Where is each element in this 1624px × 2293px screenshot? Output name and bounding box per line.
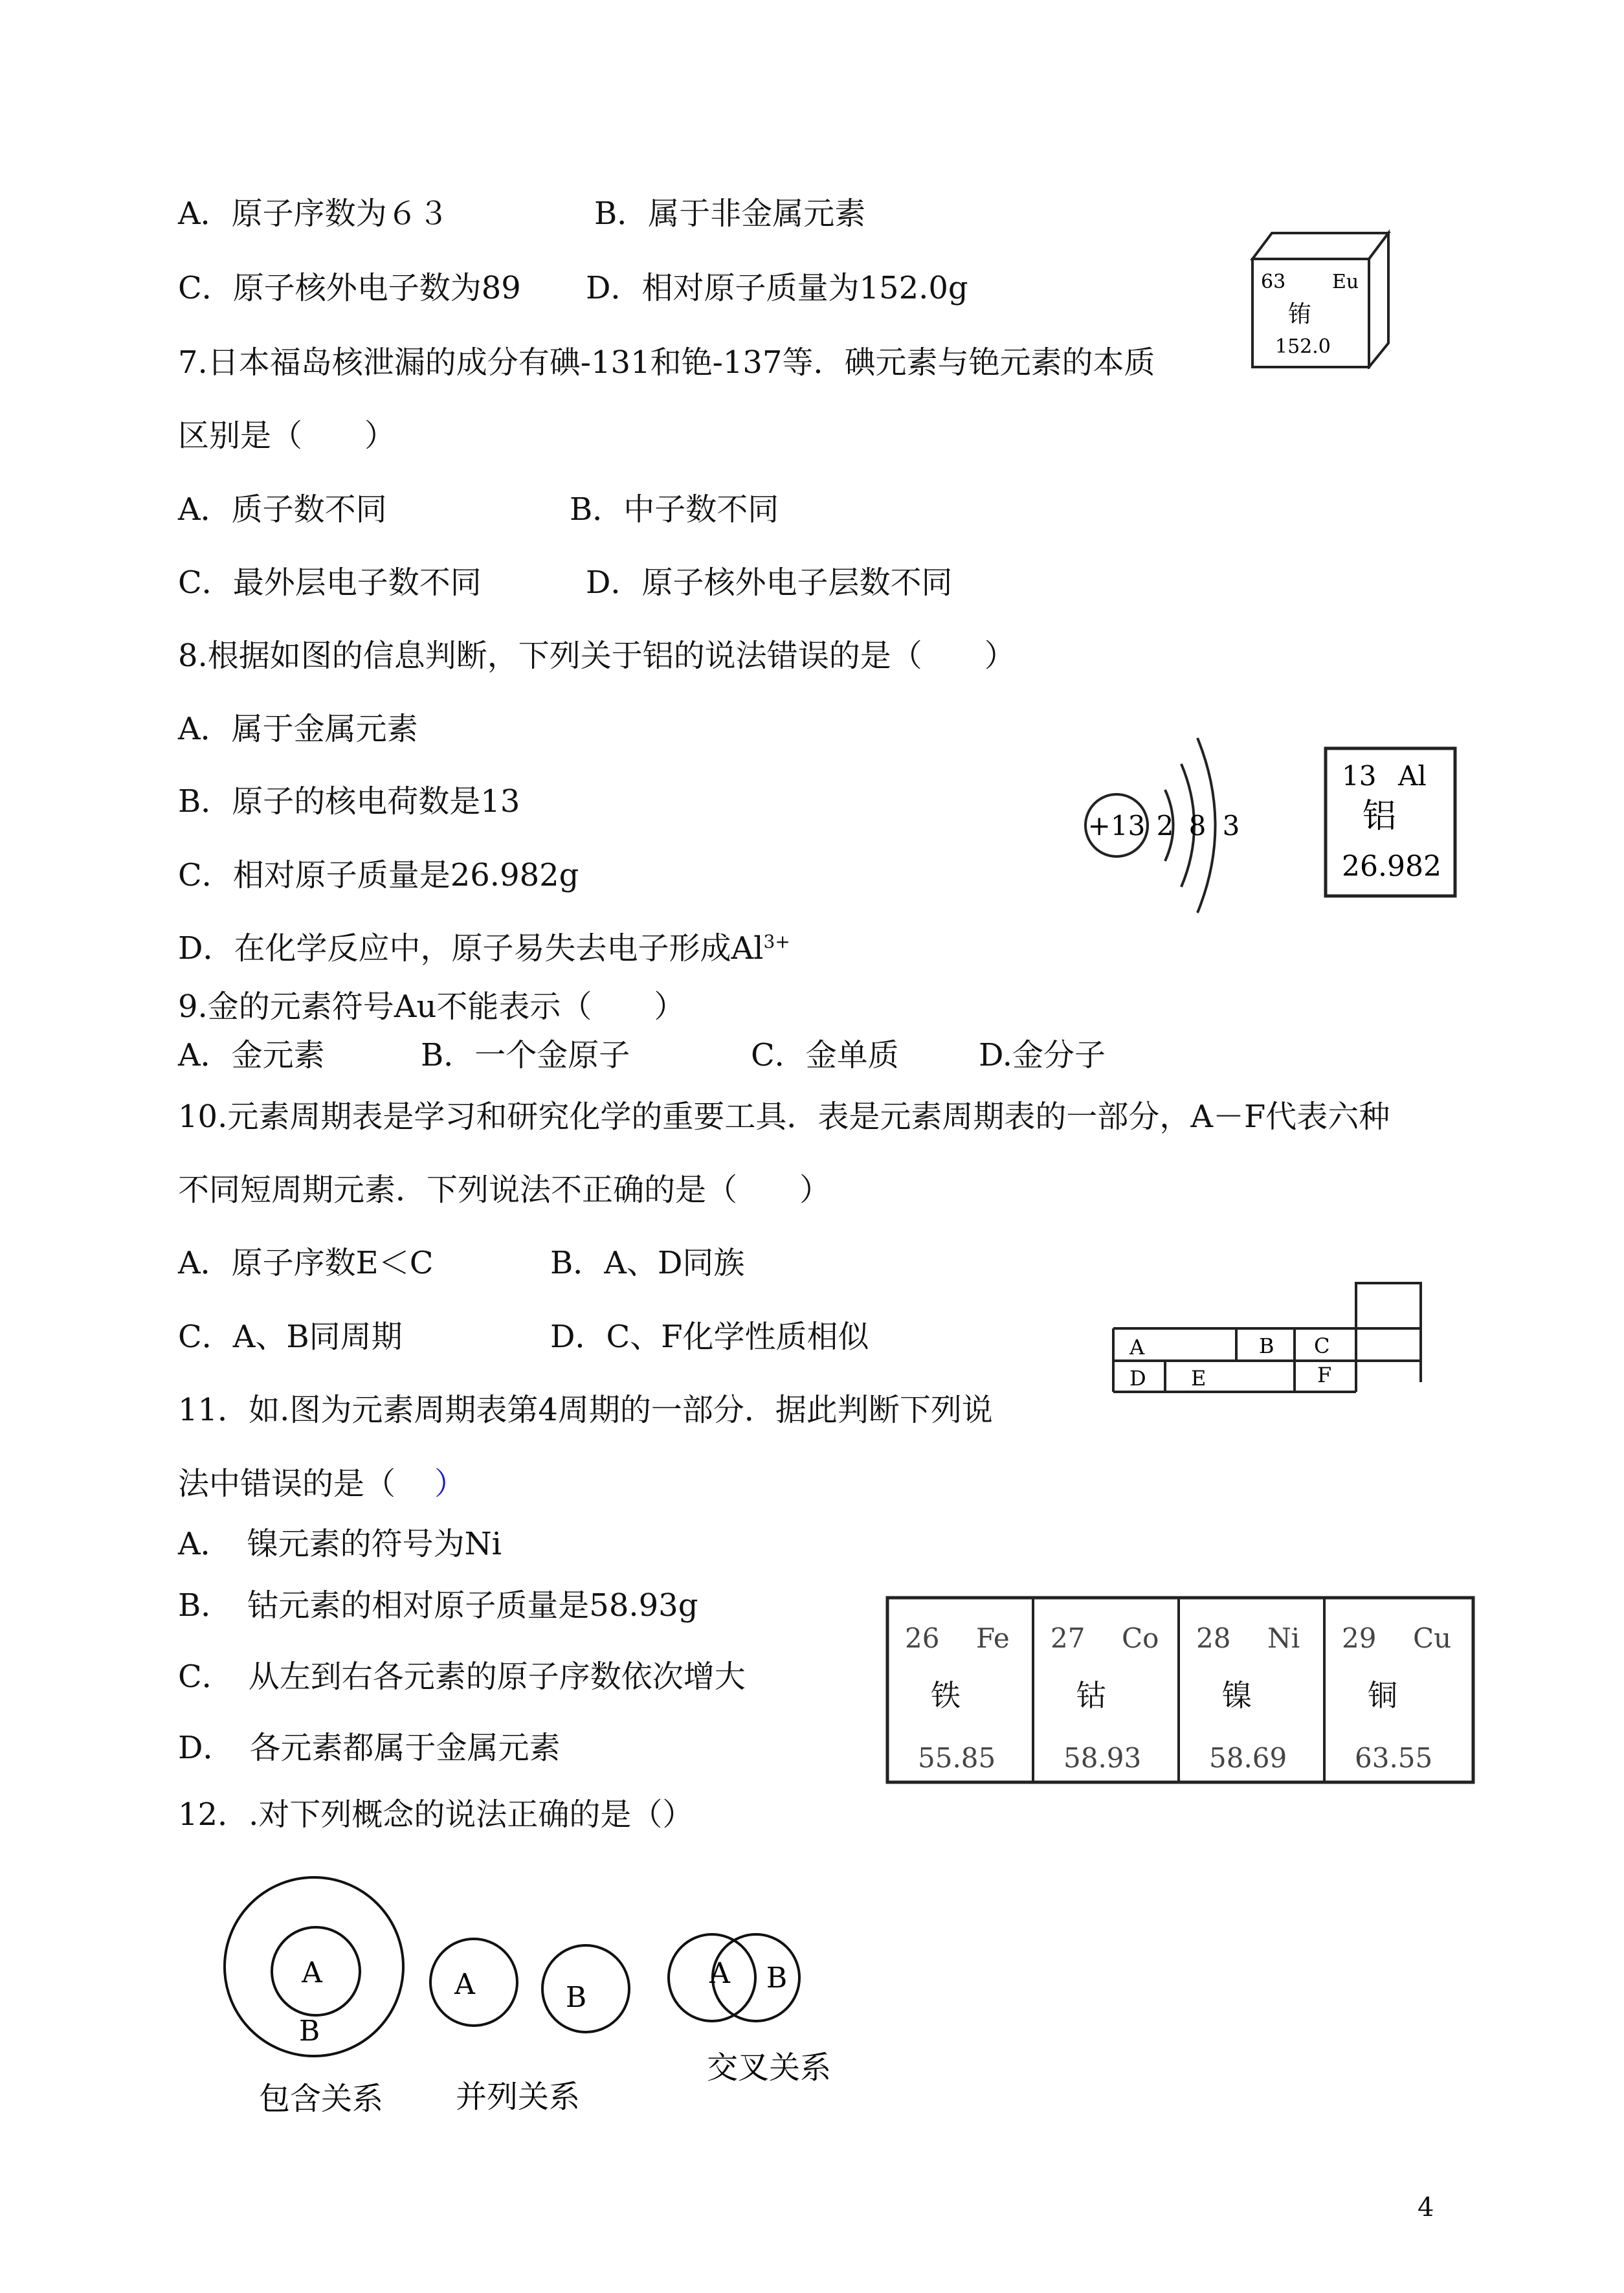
q8-option-d-text: D．在化学反应中，原子易失去电子形成Al (178, 930, 764, 967)
periodic-table-fragment (1107, 1275, 1430, 1411)
q6-option-d: D．相对原子质量为152.0g (586, 270, 968, 306)
ni-symbol: Ni (1267, 1622, 1300, 1654)
q10-option-d: D．C、F化学性质相似 (550, 1319, 869, 1355)
cell-c: C (1314, 1334, 1330, 1358)
fe-mass: 55.85 (918, 1742, 996, 1774)
al-name: 铝 (1363, 797, 1397, 836)
al-symbol: Al (1398, 760, 1427, 792)
eu-name: 铕 (1288, 301, 1312, 328)
q9-option-c: C．金单质 (751, 1037, 899, 1073)
q11-option-a: A． 镍元素的符号为Ni (178, 1526, 502, 1562)
q11-stem-line2 (178, 1464, 465, 1503)
q11-stem-close-paren: ） (434, 1466, 466, 1502)
q11-option-b: B． 钴元素的相对原子质量是58.93g (178, 1587, 698, 1624)
q11-stem-line1: 11．如.图为元素周期表第4周期的一部分．据此判断下列说 (178, 1392, 993, 1428)
q10-stem-line1: 10.元素周期表是学习和研究化学的重要工具．表是元素周期表的一部分，A－F代表六种 (178, 1099, 1390, 1135)
q9-option-b: B．一个金原子 (421, 1037, 630, 1073)
aluminum-atom-structure (1078, 712, 1272, 939)
page-number: 4 (1418, 2193, 1434, 2222)
contain-b: B (298, 2015, 320, 2048)
ni-number: 28 (1196, 1622, 1231, 1654)
cell-a: A (1129, 1335, 1145, 1359)
q10-stem-line2: 不同短周期元素．下列说法不正确的是（ ） (178, 1172, 831, 1208)
co-number: 27 (1051, 1622, 1085, 1654)
q8-option-d (178, 929, 790, 968)
co-symbol: Co (1122, 1622, 1159, 1654)
cross-a: A (709, 1957, 730, 1990)
q7-stem-line1: 7.日本福岛核泄漏的成分有碘-131和铯-137等．碘元素与铯元素的本质 (178, 344, 1155, 381)
contain-a: A (302, 1956, 322, 1989)
cell-e: E (1191, 1366, 1207, 1391)
q7-option-b: B．中子数不同 (570, 491, 779, 528)
cu-mass: 63.55 (1355, 1742, 1433, 1774)
q8-option-a: A．属于金属元素 (178, 711, 418, 747)
fe-symbol: Fe (976, 1622, 1010, 1654)
parallel-caption: 并列关系 (455, 2079, 581, 2115)
q6-option-a: A．原子序数为６３ (178, 196, 449, 232)
shell-3-electrons: 3 (1222, 810, 1240, 842)
shell-2-electrons: 8 (1188, 810, 1207, 842)
q8-option-d-superscript: 3+ (763, 931, 790, 952)
contain-caption: 包含关系 (258, 2081, 384, 2117)
fe-name: 铁 (931, 1678, 961, 1713)
shell-1-electrons: 2 (1156, 810, 1174, 842)
q6-option-b: B．属于非金属元素 (594, 196, 866, 232)
al-mass: 26.982 (1342, 850, 1441, 883)
q9-option-a: A．金元素 (178, 1037, 325, 1073)
q6-option-c: C．原子核外电子数为89 (178, 270, 521, 306)
q8-stem: 8.根据如图的信息判断，下列关于铝的说法错误的是（ ） (178, 638, 1016, 674)
cell-f: F (1317, 1363, 1332, 1387)
q12-stem: 12．.对下列概念的说法正确的是（） (178, 1796, 694, 1833)
cell-d: D (1129, 1366, 1146, 1391)
cross-b: B (766, 1962, 788, 1995)
q7-stem-line2: 区别是（ ） (178, 418, 396, 454)
concept-relation-diagrams (194, 1871, 874, 2130)
q7-option-c: C．最外层电子数不同 (178, 565, 482, 601)
co-mass: 58.93 (1063, 1742, 1142, 1774)
ni-name: 镍 (1222, 1678, 1252, 1713)
q8-option-b: B．原子的核电荷数是13 (178, 783, 520, 820)
nucleus-charge: +13 (1087, 810, 1146, 842)
cell-b: B (1259, 1334, 1274, 1358)
eu-mass: 152.0 (1275, 335, 1331, 358)
parallel-b: B (565, 1981, 587, 2014)
q10-option-a: A．原子序数E＜C (178, 1245, 434, 1281)
q7-option-d: D．原子核外电子层数不同 (586, 565, 953, 601)
al-number: 13 (1342, 760, 1377, 792)
parallel-a: A (454, 1968, 475, 2001)
q10-option-c: C．A、B同周期 (178, 1319, 403, 1355)
eu-number: 63 (1261, 271, 1286, 293)
cross-caption: 交叉关系 (706, 2050, 832, 2086)
eu-element-card (1249, 223, 1398, 369)
fe-number: 26 (905, 1622, 940, 1654)
q10-option-b: B．A、D同族 (550, 1245, 745, 1281)
q9-stem: 9.金的元素符号Au不能表示（ ） (178, 989, 685, 1025)
cu-symbol: Cu (1413, 1622, 1452, 1654)
eu-symbol: Eu (1332, 271, 1359, 293)
q7-option-a: A．质子数不同 (178, 491, 387, 528)
cu-name: 铜 (1368, 1678, 1397, 1713)
cu-number: 29 (1342, 1622, 1377, 1654)
ni-mass: 58.69 (1209, 1742, 1287, 1774)
q11-option-c: C． 从左到右各元素的原子序数依次增大 (178, 1659, 746, 1695)
q11-option-d: D． 各元素都属于金属元素 (178, 1730, 561, 1766)
co-name: 钴 (1076, 1678, 1106, 1713)
al-element-card (1324, 746, 1460, 900)
q11-stem-line2-text: 法中错误的是（ (178, 1466, 396, 1502)
period4-element-cards (885, 1596, 1478, 1787)
q8-option-c: C．相对原子质量是26.982g (178, 857, 579, 893)
q9-option-d: D.金分子 (979, 1037, 1106, 1073)
